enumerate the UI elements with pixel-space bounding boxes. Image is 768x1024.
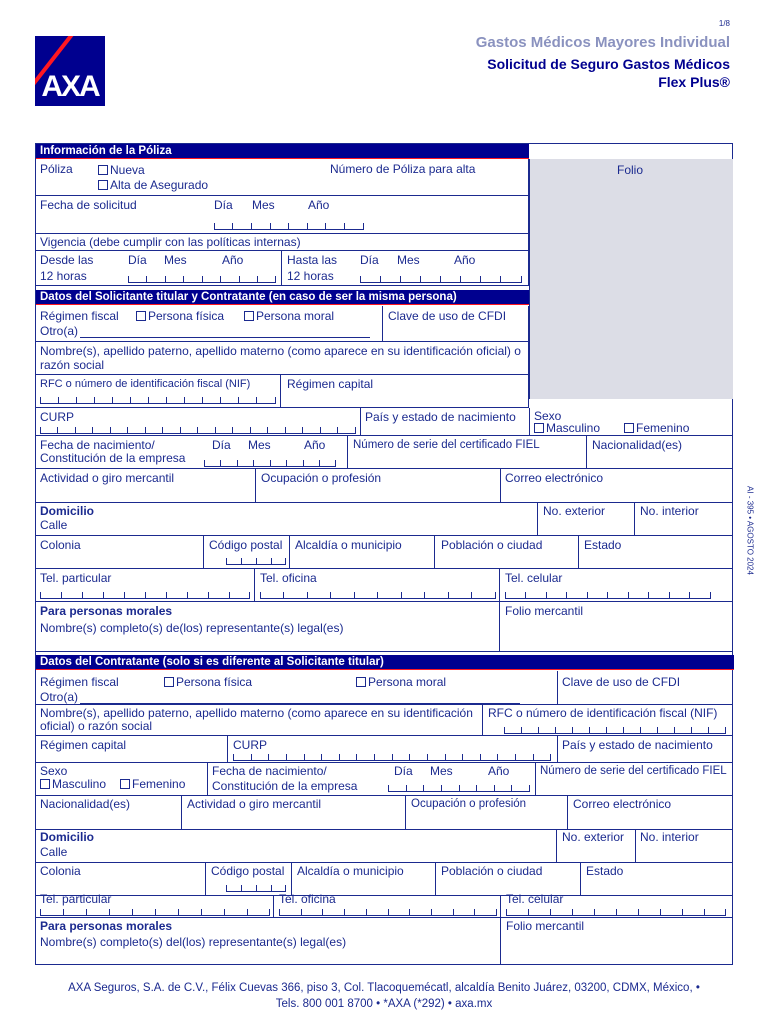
c-fecha-nac-label: Fecha de nacimiento/ xyxy=(212,764,327,778)
c-regimen-fiscal-label: Régimen fiscal xyxy=(40,675,119,689)
s-tel-particular-label: Tel. particular xyxy=(40,571,112,585)
c-no-interior-label: No. interior xyxy=(640,830,699,844)
c-regimen-capital-label: Régimen capital xyxy=(40,738,127,752)
c-pais-label: País y estado de nacimiento xyxy=(562,738,713,752)
c-folio-mercantil-label: Folio mercantil xyxy=(506,919,585,933)
c-calle-cell[interactable] xyxy=(36,830,557,863)
s-rfc-input[interactable] xyxy=(40,396,276,404)
c-nacionalidad-label: Nacionalidad(es) xyxy=(40,797,131,811)
s-no-exterior-label: No. exterior xyxy=(543,504,606,518)
c-no-exterior-label: No. exterior xyxy=(562,830,625,844)
axa-logo xyxy=(35,36,105,106)
c-correo-label: Correo electrónico xyxy=(573,797,672,811)
c-otro-line[interactable] xyxy=(80,703,520,704)
page-number: 1/8 xyxy=(718,19,730,28)
c-persona-moral-option[interactable]: Persona moral xyxy=(356,676,446,689)
c-calle-label: Calle xyxy=(40,845,68,859)
c-femenino-checkbox[interactable] xyxy=(120,779,130,789)
hasta-hora: 12 horas xyxy=(287,269,334,283)
c-tel-oficina-label: Tel. oficina xyxy=(279,892,336,906)
hasta-label: Hasta las xyxy=(287,253,338,267)
s-anio-label: Año xyxy=(304,438,326,452)
s-curp-label: CURP xyxy=(40,410,75,424)
side-form-code: AI - 395 • AGOSTO 2024 xyxy=(745,486,755,575)
s-tel-celular-input[interactable] xyxy=(505,591,711,599)
s-ocupacion-label: Ocupación o profesión xyxy=(261,471,382,485)
s-mes-label: Mes xyxy=(248,438,271,452)
s-correo-label: Correo electrónico xyxy=(505,471,604,485)
dia-label: Día xyxy=(214,198,233,212)
s-actividad-label: Actividad o giro mercantil xyxy=(40,471,175,485)
s-sexo-label: Sexo xyxy=(534,409,562,423)
c-rfc-label: RFC o número de identificación fiscal (NIF) xyxy=(488,706,718,720)
c-tel-celular-label: Tel. celular xyxy=(506,892,564,906)
document-subtitle: Gastos Médicos Mayores Individual xyxy=(475,34,730,51)
s-otro-label: Otro(a) xyxy=(40,324,79,338)
s-clave-cfdi-label: Clave de uso de CFDI xyxy=(388,309,507,323)
hasta-mes-label: Mes xyxy=(397,253,420,267)
s-colonia-label: Colonia xyxy=(40,538,81,552)
poliza-label: Póliza xyxy=(40,162,73,176)
s-domicilio-label: Domicilio xyxy=(40,504,95,518)
desde-mes-label: Mes xyxy=(164,253,187,267)
footer-contact: Tels. 800 001 8700 • *AXA (*292) • axa.mx xyxy=(275,998,493,1010)
section-header-contratante: Datos del Contratante (solo si es diferente al Solicitante titular) xyxy=(36,655,734,670)
folio-label: Folio xyxy=(617,163,644,177)
s-representantes-label: Nombre(s) completo(s) de(los) representante(s) legal(es) xyxy=(40,621,344,635)
s-fecha-nac-label-2: Constitución de la empresa xyxy=(40,451,186,465)
c-personas-morales-label: Para personas morales xyxy=(40,919,173,933)
s-nombre-label: Nombre(s), apellido paterno, apellido materno (como aparece en su identificación oficial) o xyxy=(40,344,521,358)
c-curp-input[interactable] xyxy=(233,753,551,761)
c-masculino-checkbox[interactable] xyxy=(40,779,50,789)
hasta-fecha-input[interactable] xyxy=(360,275,522,283)
c-poblacion-label: Población o ciudad xyxy=(441,864,543,878)
s-nombre-label-2: razón social xyxy=(40,358,105,372)
nueva-option[interactable]: Nueva xyxy=(98,164,145,177)
s-tel-particular-input[interactable] xyxy=(40,591,250,599)
c-actividad-label: Actividad o giro mercantil xyxy=(187,797,322,811)
document-title-product: Flex Plus® xyxy=(658,74,730,90)
c-estado-label: Estado xyxy=(586,864,624,878)
s-persona-fisica-checkbox[interactable] xyxy=(136,311,146,321)
s-masculino-checkbox[interactable] xyxy=(534,423,544,433)
s-calle-cell[interactable] xyxy=(36,503,538,536)
section-header-solicitante: Datos del Solicitante titular y Contratante (en caso de ser la misma persona) xyxy=(36,290,529,305)
c-domicilio-label: Domicilio xyxy=(40,830,95,844)
s-nacionalidad-label: Nacionalidad(es) xyxy=(592,438,683,452)
c-fiel-label: Número de serie del certificado FIEL xyxy=(540,765,727,777)
c-colonia-label: Colonia xyxy=(40,864,81,878)
s-rfc-label: RFC o número de identificación fiscal (NIF) xyxy=(40,378,251,390)
c-femenino-option[interactable]: Femenino xyxy=(120,778,185,791)
c-tel-oficina-input[interactable] xyxy=(279,908,497,916)
c-representantes-label: Nombre(s) completo(s) del(los) representante(s) legal(es) xyxy=(40,935,347,949)
c-anio-label: Año xyxy=(488,764,510,778)
logo-text: AXA xyxy=(41,70,99,103)
document-title: Solicitud de Seguro Gastos Médicos xyxy=(487,56,730,72)
c-fecha-nac-input[interactable] xyxy=(388,784,530,792)
c-ocupacion-label: Ocupación o profesión xyxy=(411,798,527,810)
c-sexo-label: Sexo xyxy=(40,764,68,778)
s-poblacion-label: Población o ciudad xyxy=(441,538,543,552)
alta-asegurado-option[interactable]: Alta de Asegurado xyxy=(98,179,208,192)
section-header-poliza: Información de la Póliza xyxy=(36,144,529,159)
s-persona-moral-checkbox[interactable] xyxy=(244,311,254,321)
s-fecha-nac-label: Fecha de nacimiento/ xyxy=(40,438,155,452)
s-curp-input[interactable] xyxy=(40,426,356,434)
s-no-interior-label: No. interior xyxy=(640,504,699,518)
s-pais-label: País y estado de nacimiento xyxy=(365,410,516,424)
c-tel-particular-input[interactable] xyxy=(40,908,270,916)
c-persona-fisica-option[interactable]: Persona física xyxy=(164,676,252,689)
s-otro-line[interactable] xyxy=(80,337,370,338)
desde-anio-label: Año xyxy=(222,253,244,267)
hasta-dia-label: Día xyxy=(360,253,379,267)
s-fiel-label: Número de serie del certificado FIEL xyxy=(353,439,540,451)
c-tel-celular-input[interactable] xyxy=(506,908,726,916)
folio-box[interactable] xyxy=(529,159,733,399)
mes-label: Mes xyxy=(252,198,275,212)
desde-fecha-input[interactable] xyxy=(128,275,276,283)
vigencia-label: Vigencia (debe cumplir con las políticas internas) xyxy=(40,235,301,249)
s-dia-label: Día xyxy=(212,438,231,452)
c-persona-moral-checkbox[interactable] xyxy=(356,677,366,687)
s-alcaldia-label: Alcaldía o municipio xyxy=(295,538,402,552)
c-curp-label: CURP xyxy=(233,738,268,752)
c-dia-label: Día xyxy=(394,764,413,778)
s-fecha-nac-input[interactable] xyxy=(204,459,336,467)
c-masculino-option[interactable]: Masculino xyxy=(40,778,106,791)
c-persona-fisica-checkbox[interactable] xyxy=(164,677,174,687)
c-tel-particular-label: Tel. particular xyxy=(40,892,112,906)
s-persona-moral-option[interactable]: Persona moral xyxy=(244,310,334,323)
s-femenino-checkbox[interactable] xyxy=(624,423,634,433)
c-rfc-input[interactable] xyxy=(504,726,726,734)
nueva-checkbox[interactable] xyxy=(98,165,108,175)
c-otro-label: Otro(a) xyxy=(40,690,79,704)
c-cp-input[interactable] xyxy=(226,884,286,892)
fecha-solicitud-label: Fecha de solicitud xyxy=(40,198,137,212)
c-nombre-label-2: oficial) o razón social xyxy=(40,719,153,733)
s-folio-mercantil-label: Folio mercantil xyxy=(505,604,584,618)
s-estado-label: Estado xyxy=(584,538,622,552)
s-femenino-option[interactable]: Femenino xyxy=(624,422,689,435)
anio-label: Año xyxy=(308,198,330,212)
s-personas-morales-label: Para personas morales xyxy=(40,604,173,618)
desde-hora: 12 horas xyxy=(40,269,87,283)
c-cp-label: Código postal xyxy=(211,864,285,878)
c-clave-cfdi-label: Clave de uso de CFDI xyxy=(562,675,681,689)
s-cp-input[interactable] xyxy=(226,557,286,565)
s-tel-oficina-label: Tel. oficina xyxy=(260,571,317,585)
c-nombre-label: Nombre(s), apellido paterno, apellido materno (como aparece en su identificación xyxy=(40,706,473,720)
hasta-anio-label: Año xyxy=(454,253,476,267)
fecha-solicitud-input[interactable] xyxy=(214,222,364,230)
c-fecha-nac-label-2: Constitución de la empresa xyxy=(212,779,358,793)
application-form xyxy=(35,143,733,965)
s-tel-oficina-input[interactable] xyxy=(260,591,496,599)
desde-dia-label: Día xyxy=(128,253,147,267)
s-persona-fisica-option[interactable]: Persona física xyxy=(136,310,224,323)
desde-label: Desde las xyxy=(40,253,94,267)
s-calle-label: Calle xyxy=(40,518,68,532)
footer-address: AXA Seguros, S.A. de C.V., Félix Cuevas 366, piso 3, Col. Tlacoquemécatl, alcaldía Benito Juárez, 03200, CDMX, México, • xyxy=(68,982,700,994)
numero-poliza-alta-label: Número de Póliza para alta xyxy=(330,162,476,176)
c-alcaldia-label: Alcaldía o municipio xyxy=(297,864,404,878)
alta-asegurado-checkbox[interactable] xyxy=(98,180,108,190)
c-mes-label: Mes xyxy=(430,764,453,778)
s-regimen-capital-label: Régimen capital xyxy=(287,377,374,391)
s-tel-celular-label: Tel. celular xyxy=(505,571,563,585)
s-regimen-fiscal-label: Régimen fiscal xyxy=(40,309,119,323)
s-cp-label: Código postal xyxy=(209,538,283,552)
s-masculino-option[interactable]: Masculino xyxy=(534,422,600,435)
